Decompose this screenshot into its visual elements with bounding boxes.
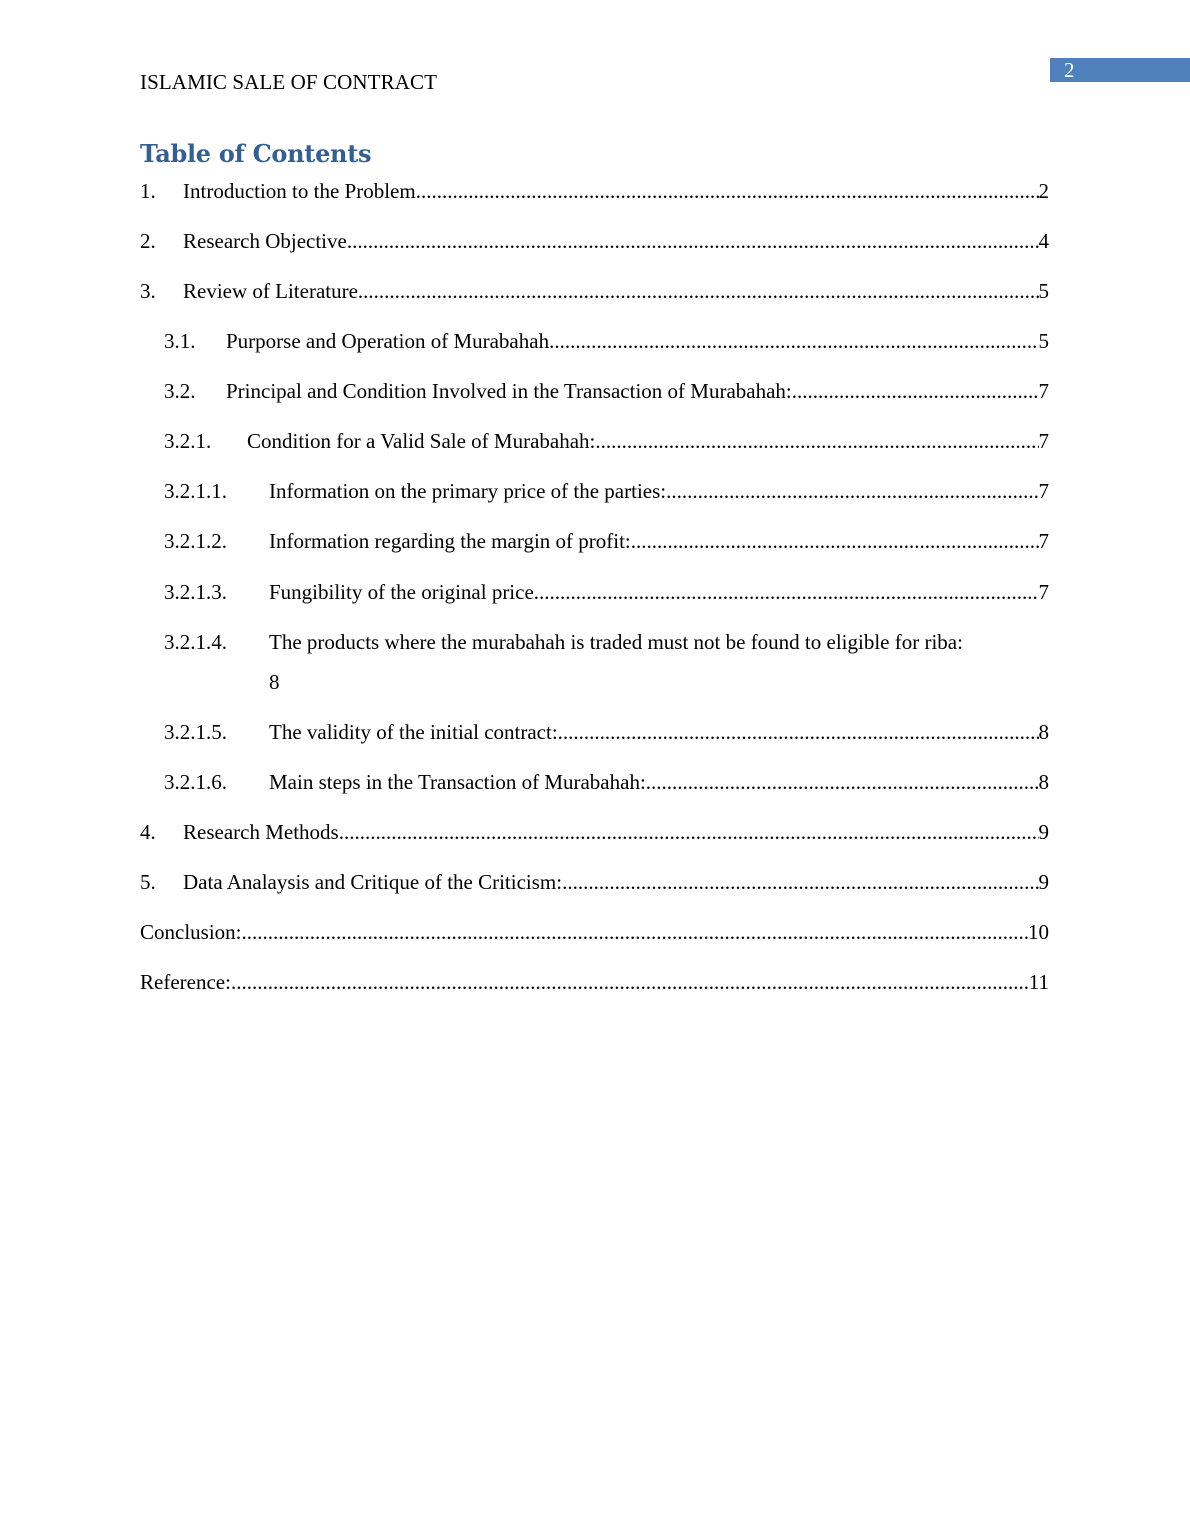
toc-entry-text: Research Objective bbox=[183, 229, 347, 253]
dot-leader bbox=[558, 717, 1039, 747]
toc-entry-text: Information on the primary price of the parties: bbox=[269, 479, 667, 503]
dot-leader bbox=[631, 526, 1039, 556]
toc-entry-text: Conclusion: bbox=[140, 920, 242, 944]
toc-entry-page: 7 bbox=[1038, 580, 1049, 604]
toc-entry-page: 8 bbox=[269, 670, 280, 694]
toc-entry-research-methods[interactable] bbox=[140, 817, 1049, 847]
toc-entry-text: Fungibility of the original price bbox=[269, 580, 534, 604]
dot-leader bbox=[347, 226, 1039, 256]
toc-entry-principal-condition[interactable] bbox=[140, 376, 1049, 406]
toc-entry-number: 3.2.1.4. bbox=[164, 630, 227, 654]
page-number-bar bbox=[1050, 58, 1190, 82]
toc-entry-page: 10 bbox=[1028, 920, 1049, 944]
toc-entry-introduction[interactable] bbox=[140, 176, 1049, 206]
toc-entry-page: 5 bbox=[1038, 329, 1049, 353]
toc-entry-text: Principal and Condition Involved in the Transaction of Murabahah: bbox=[226, 379, 792, 403]
toc-entry-text: The products where the murabahah is traded must not be found to eligible for riba: bbox=[269, 630, 963, 654]
toc-entry-review-of-literature[interactable] bbox=[140, 276, 1049, 306]
toc-entry-primary-price-info[interactable] bbox=[140, 476, 1049, 506]
toc-entry-text: The validity of the initial contract: bbox=[269, 720, 558, 744]
toc-entry-reference[interactable] bbox=[140, 967, 1049, 997]
toc-entry-number: 3.2.1.1. bbox=[164, 479, 227, 503]
toc-entry-page: 7 bbox=[1038, 479, 1049, 503]
toc-entry-number: 3.2.1.6. bbox=[164, 770, 227, 794]
dot-leader bbox=[339, 817, 1039, 847]
toc-entry-number: 3.2.1. bbox=[164, 429, 212, 453]
toc-entry-profit-margin-info[interactable] bbox=[140, 526, 1049, 556]
toc-entry-conclusion[interactable] bbox=[140, 917, 1049, 947]
toc-entry-page: 7 bbox=[1038, 529, 1049, 553]
toc-entry-main-steps[interactable] bbox=[140, 767, 1049, 797]
toc-entry-text: Research Methods bbox=[183, 820, 339, 844]
toc-entry-initial-contract-validity[interactable] bbox=[140, 717, 1049, 747]
dot-leader bbox=[358, 276, 1039, 306]
toc-entry-page: 9 bbox=[1038, 870, 1049, 894]
toc-entry-number: 1. bbox=[140, 179, 156, 203]
toc-entry-text: Condition for a Valid Sale of Murabahah: bbox=[247, 429, 596, 453]
toc-entry-number: 5. bbox=[140, 870, 156, 894]
table-of-contents bbox=[140, 0, 1049, 1540]
dot-leader bbox=[595, 426, 1038, 456]
toc-entry-page: 9 bbox=[1038, 820, 1049, 844]
toc-entry-text: Review of Literature bbox=[183, 279, 358, 303]
dot-leader bbox=[534, 577, 1039, 607]
toc-entry-number: 3.2. bbox=[164, 379, 196, 403]
toc-entry-number: 3. bbox=[140, 279, 156, 303]
toc-entry-text: Main steps in the Transaction of Murabahah: bbox=[269, 770, 646, 794]
toc-entry-purpose-operation[interactable] bbox=[140, 326, 1049, 356]
toc-entry-number: 3.2.1.3. bbox=[164, 580, 227, 604]
dot-leader bbox=[562, 867, 1038, 897]
toc-entry-page: 7 bbox=[1038, 429, 1049, 453]
dot-leader bbox=[666, 476, 1038, 506]
dot-leader bbox=[242, 917, 1028, 947]
toc-entry-page: 8 bbox=[1038, 720, 1049, 744]
toc-entry-text: Data Analaysis and Critique of the Criticism: bbox=[183, 870, 563, 894]
toc-entry-text: Purporse and Operation of Murabahah bbox=[226, 329, 550, 353]
toc-entry-text: Information regarding the margin of profit: bbox=[269, 529, 631, 553]
toc-entry-text: Reference: bbox=[140, 970, 231, 994]
dot-leader bbox=[231, 967, 1029, 997]
toc-entry-valid-sale-condition[interactable] bbox=[140, 426, 1049, 456]
dot-leader bbox=[646, 767, 1039, 797]
toc-entry-fungibility[interactable] bbox=[140, 577, 1049, 607]
toc-entry-number: 3.2.1.5. bbox=[164, 720, 227, 744]
toc-entry-research-objective[interactable] bbox=[140, 226, 1049, 256]
toc-entry-page: 5 bbox=[1038, 279, 1049, 303]
toc-entry-page: 2 bbox=[1038, 179, 1049, 203]
toc-entry-number: 3.2.1.2. bbox=[164, 529, 227, 553]
toc-entry-page: 11 bbox=[1028, 970, 1049, 994]
page-number: 2 bbox=[1064, 58, 1075, 82]
toc-entry-number: 3.1. bbox=[164, 329, 196, 353]
toc-entry-page: 8 bbox=[1038, 770, 1049, 794]
toc-entry-page: 7 bbox=[1038, 379, 1049, 403]
toc-entry-text: Introduction to the Problem bbox=[183, 179, 416, 203]
toc-entry-number: 2. bbox=[140, 229, 156, 253]
dot-leader bbox=[549, 326, 1038, 356]
toc-entry-number: 4. bbox=[140, 820, 156, 844]
toc-entry-page: 4 bbox=[1038, 229, 1049, 253]
dot-leader bbox=[792, 376, 1039, 406]
toc-title: Table of Contents bbox=[140, 139, 372, 168]
toc-entry-data-analysis[interactable] bbox=[140, 867, 1049, 897]
running-header: ISLAMIC SALE OF CONTRACT bbox=[140, 70, 438, 94]
dot-leader bbox=[416, 176, 1039, 206]
